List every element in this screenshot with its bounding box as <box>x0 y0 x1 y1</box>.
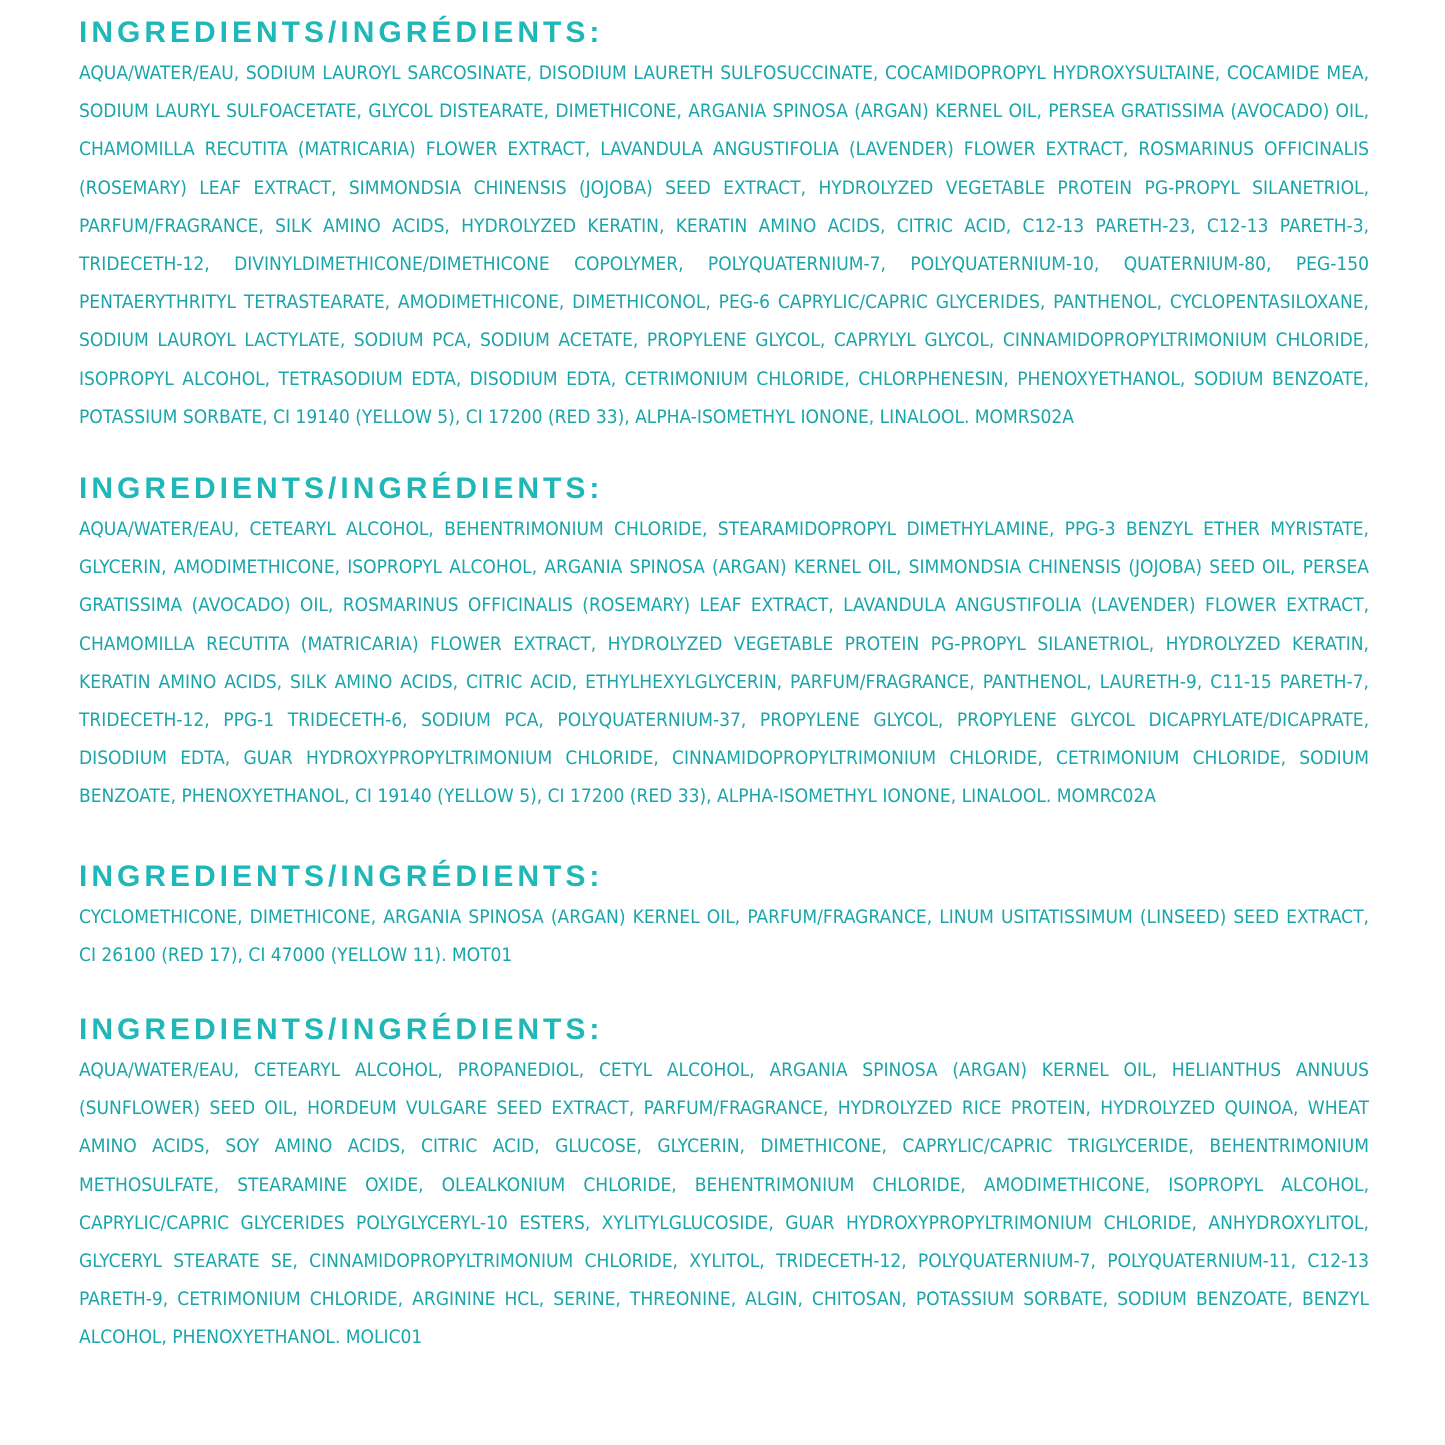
ingredients-list: CYCLOMETHICONE, DIMETHICONE, ARGANIA SPINOSA (ARGAN) KERNEL OIL, PARFUM/FRAGRANCE, LINUM USITATISSIMUM (LINSEED) SEED EXTRACT, CI 26100 (RED 17), CI 47000 (YELLOW 11). MOT01 <box>79 905 1369 966</box>
ingredients-section-3 <box>79 856 1369 974</box>
section-spacer <box>79 974 1369 1009</box>
section-heading: INGREDIENTS/INGRÉDIENTS: <box>79 16 604 49</box>
section-heading: INGREDIENTS/INGRÉDIENTS: <box>79 1013 604 1047</box>
ingredients-list: AQUA/WATER/EAU, SODIUM LAUROYL SARCOSINATE, DISODIUM LAURETH SULFOSUCCINATE, COCAMIDOPROPYL HYDROXYSULTAINE, COCAMIDE MEA, SODIUM LAURYL SULFOACETATE, GLYCOL DISTEARATE, DIMETHICONE, ARGANIA SPINOSA (ARGAN) KERNEL OIL, PERSEA GRATISSIMA (AVOCADO) OIL, CHAMOMILLA RECUTITA (MATRICARIA) FLOWER EXTRACT, LAVANDULA ANGUSTIFOLIA (LAVENDER) FLOWER EXTRACT, ROSMARINUS OFFICINALIS (ROSEMARY) LEAF EXTRACT, SIMMONDSIA CHINENSIS (JOJOBA) SEED EXTRACT, HYDROLYZED VEGETABLE PROTEIN PG-PROPYL SILANETRIOL, PARFUM/FRAGRANCE, SILK AMINO ACIDS, HYDROLYZED KERATIN, KERATIN AMINO ACIDS, CITRIC ACID, C12-13 PARETH-23, C12-13 PARETH-3, TRIDECETH-12, DIVINYLDIMETHICONE/DIMETHICONE COPOLYMER, POLYQUATERNIUM-7, POLYQUATERNIUM-10, QUATERNIUM-80, PEG-150 PENTAERYTHRITYL TETRASTEARATE, AMODIMETHICONE, DIMETHICONOL, PEG-6 CAPRYLIC/CAPRIC GLYCERIDES, PANTHENOL, CYCLOPENTASILOXANE, SODIUM LAUROYL LACTYLATE, SODIUM PCA, SODIUM ACETATE, PROPYLENE GLYCOL, CAPRYLYL GLYCOL, CINNAMIDOPROPYLTRIMONIUM CHLORIDE, ISOPROPYL ALCOHOL, TETRASODIUM EDTA, DISODIUM EDTA, CETRIMONIUM CHLORIDE, CHLORPHENESIN, PHENOXYETHANOL, SODIUM BENZOATE, POTASSIUM SORBATE, CI 19140 (YELLOW 5), CI 17200 (RED 33), ALPHA-ISOMETHYL IONONE, LINALOOL. MOMRS02A <box>79 62 1369 428</box>
section-spacer <box>79 816 1369 856</box>
ingredients-page <box>79 12 1369 1357</box>
section-spacer <box>79 436 1369 468</box>
ingredients-list: AQUA/WATER/EAU, CETEARYL ALCOHOL, PROPANEDIOL, CETYL ALCOHOL, ARGANIA SPINOSA (ARGAN) KERNEL OIL, HELIANTHUS ANNUUS (SUNFLOWER) SEED OIL, HORDEUM VULGARE SEED EXTRACT, PARFUM/FRAGRANCE, HYDROLYZED RICE PROTEIN, HYDROLYZED QUINOA, WHEAT AMINO ACIDS, SOY AMINO ACIDS, CITRIC ACID, GLUCOSE, GLYCERIN, DIMETHICONE, CAPRYLIC/CAPRIC TRIGLYCERIDE, BEHENTRIMONIUM METHOSULFATE, STEARAMINE OXIDE, OLEALKONIUM CHLORIDE, BEHENTRIMONIUM CHLORIDE, AMODIMETHICONE, ISOPROPYL ALCOHOL, CAPRYLIC/CAPRIC GLYCERIDES POLYGLYCERYL-10 ESTERS, XYLITYLGLUCOSIDE, GUAR HYDROXYPROPYLTRIMONIUM CHLORIDE, ANHYDROXYLITOL, GLYCERYL STEARATE SE, CINNAMIDOPROPYLTRIMONIUM CHLORIDE, XYLITOL, TRIDECETH-12, POLYQUATERNIUM-7, POLYQUATERNIUM-11, C12-13 PARETH-9, CETRIMONIUM CHLORIDE, ARGININE HCL, SERINE, THREONINE, ALGIN, CHITOSAN, POTASSIUM SORBATE, SODIUM BENZOATE, BENZYL ALCOHOL, PHENOXYETHANOL. MOLIC01 <box>79 1059 1369 1349</box>
ingredients-list: AQUA/WATER/EAU, CETEARYL ALCOHOL, BEHENTRIMONIUM CHLORIDE, STEARAMIDOPROPYL DIMETHYLAMINE, PPG-3 BENZYL ETHER MYRISTATE, GLYCERIN, AMODIMETHICONE, ISOPROPYL ALCOHOL, ARGANIA SPINOSA (ARGAN) KERNEL OIL, SIMMONDSIA CHINENSIS (JOJOBA) SEED OIL, PERSEA GRATISSIMA (AVOCADO) OIL, ROSMARINUS OFFICINALIS (ROSEMARY) LEAF EXTRACT, LAVANDULA ANGUSTIFOLIA (LAVENDER) FLOWER EXTRACT, CHAMOMILLA RECUTITA (MATRICARIA) FLOWER EXTRACT, HYDROLYZED VEGETABLE PROTEIN PG-PROPYL SILANETRIOL, HYDROLYZED KERATIN, KERATIN AMINO ACIDS, SILK AMINO ACIDS, CITRIC ACID, ETHYLHEXYLGLYCERIN, PARFUM/FRAGRANCE, PANTHENOL, LAURETH-9, C11-15 PARETH-7, TRIDECETH-12, PPG-1 TRIDECETH-6, SODIUM PCA, POLYQUATERNIUM-37, PROPYLENE GLYCOL, PROPYLENE GLYCOL DICAPRYLATE/DICAPRATE, DISODIUM EDTA, GUAR HYDROXYPROPYLTRIMONIUM CHLORIDE, CINNAMIDOPROPYLTRIMONIUM CHLORIDE, CETRIMONIUM CHLORIDE, SODIUM BENZOATE, PHENOXYETHANOL, CI 19140 (YELLOW 5), CI 17200 (RED 33), ALPHA-ISOMETHYL IONONE, LINALOOL. MOMRC02A <box>79 518 1369 808</box>
ingredients-section-1 <box>79 12 1369 436</box>
section-heading: INGREDIENTS/INGRÉDIENTS: <box>79 859 604 893</box>
ingredients-section-4 <box>79 1009 1369 1357</box>
section-heading: INGREDIENTS/INGRÉDIENTS: <box>79 472 604 506</box>
ingredients-section-2 <box>79 468 1369 816</box>
